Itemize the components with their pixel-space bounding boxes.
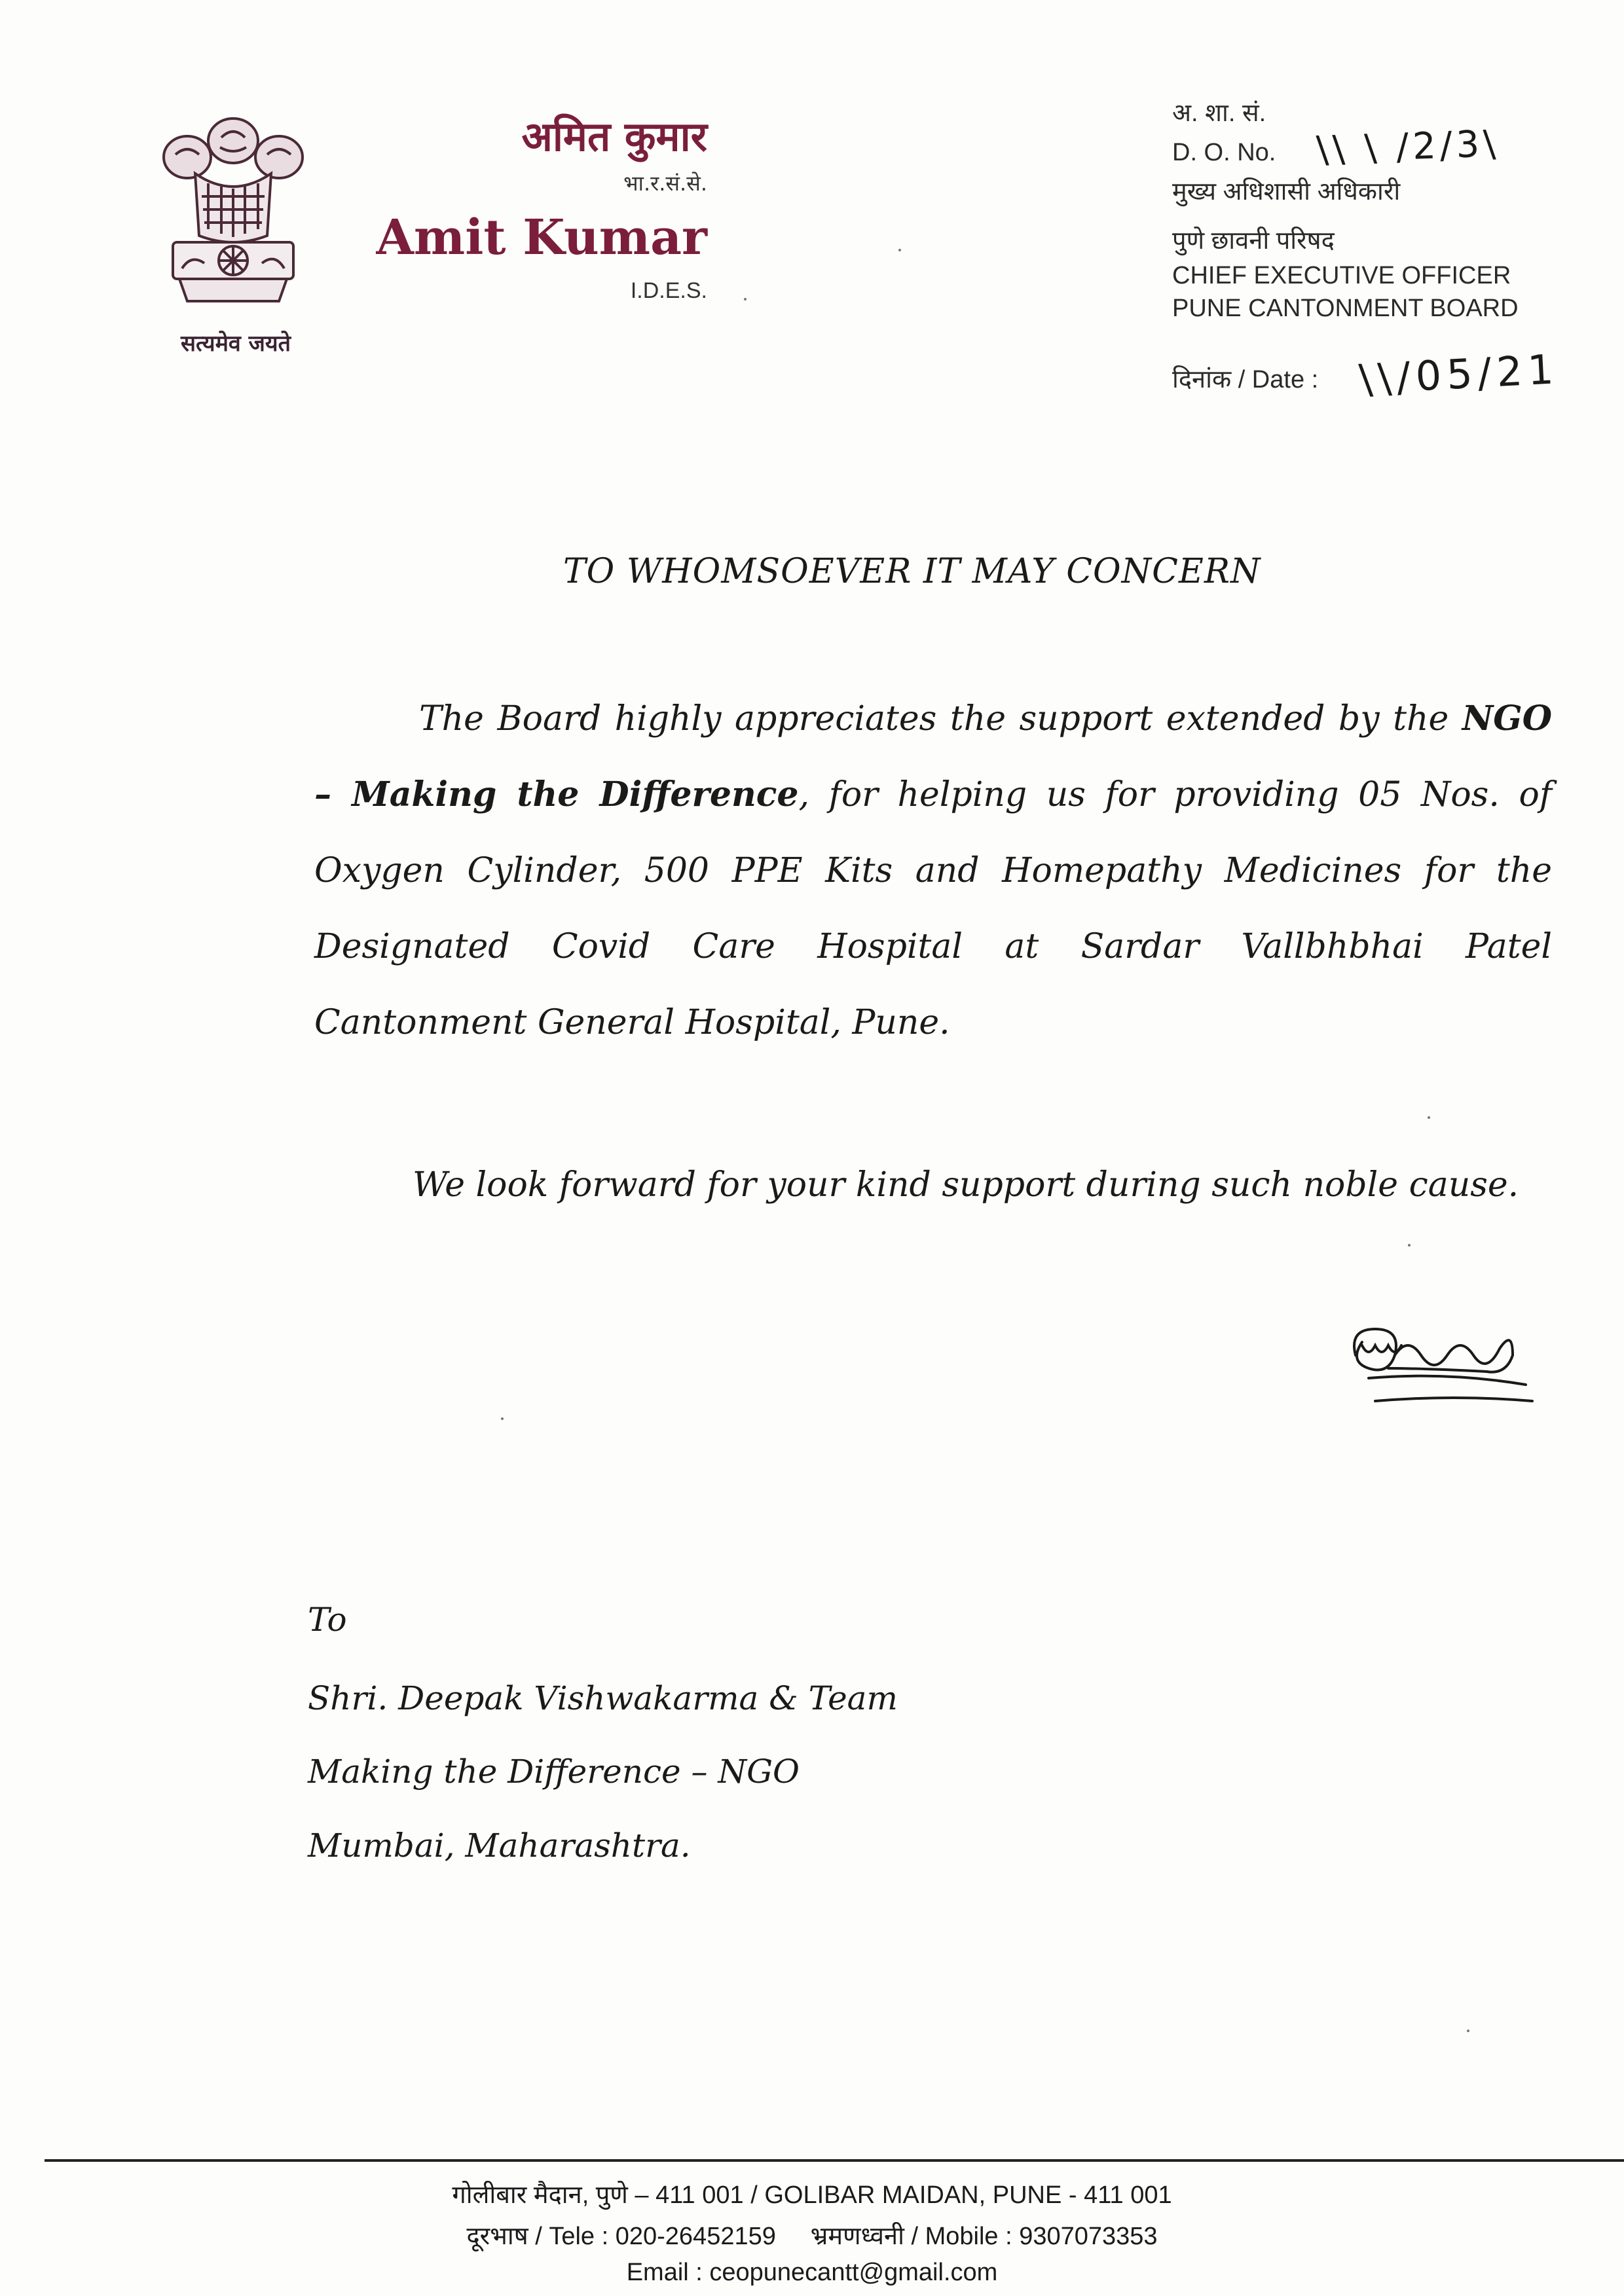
to-label: To — [308, 1601, 347, 1639]
scan-speck — [1408, 1244, 1411, 1247]
date-handwritten: \\/05/21 — [1357, 345, 1560, 403]
scan-speck — [501, 1417, 504, 1420]
scan-speck — [898, 249, 901, 251]
do-label: D. O. No. — [1172, 139, 1276, 166]
ngo-name-bold: NGO – Making the Difference — [314, 699, 1552, 814]
scan-speck — [1428, 1116, 1430, 1119]
recipient-location: Mumbai, Maharashtra. — [308, 1827, 691, 1865]
office-board-hindi: पुणे छावनी परिषद — [1172, 227, 1335, 255]
emblem-motto: सत्यमेव जयते — [181, 331, 291, 357]
footer-mobile: भ्रमणध्वनी / Mobile : 9307073353 — [810, 2223, 1158, 2250]
body-paragraph — [314, 681, 1552, 1061]
officer-name: Amit Kumar — [376, 210, 707, 266]
footer-contact — [0, 2218, 1624, 2252]
office-board: PUNE CANTONMENT BOARD — [1172, 295, 1519, 322]
office-title-hindi: मुख्य अधिशासी अधिकारी — [1172, 178, 1401, 206]
footer-address: गोलीबार मैदान, पुणे – 411 001 / GOLIBAR MAIDAN, PUNE - 411 001 — [452, 2181, 1172, 2209]
letter-subject: TO WHOMSOEVER IT MAY CONCERN — [563, 552, 1261, 591]
closing-line: We look forward for your kind support during such noble cause. — [413, 1165, 1519, 1205]
signature — [1329, 1309, 1545, 1421]
national-emblem-icon — [156, 111, 310, 321]
footer-divider — [45, 2159, 1624, 2162]
body-text-start: The Board highly appreciates the support extended by the — [419, 699, 1462, 738]
scan-speck — [744, 298, 747, 301]
footer-email: Email : ceopunecantt@gmail.com — [626, 2259, 998, 2286]
officer-service: I.D.E.S. — [630, 278, 707, 303]
do-label-hindi: अ. शा. सं. — [1172, 100, 1266, 127]
scan-speck — [1467, 2030, 1469, 2032]
recipient-name: Shri. Deepak Vishwakarma & Team — [308, 1679, 898, 1717]
date-label: दिनांक / Date : — [1172, 366, 1319, 393]
body-text-end: , for helping us for providing 05 Nos. of Oxygen Cylinder, 500 PPE Kits and Homepathy Medicines for the Designated Covid Care Hospital at Sardar Vallbhbhai Patel Cantonment General Hospital, Pune. — [314, 775, 1552, 1042]
footer-phone: दूरभाष / Tele : 020-26452159 — [466, 2223, 776, 2250]
do-number-handwritten: \\ \ /2/3\ — [1315, 122, 1501, 172]
officer-name-hindi: अमित कुमार — [521, 113, 707, 160]
recipient-organisation: Making the Difference – NGO — [308, 1753, 800, 1791]
office-title: CHIEF EXECUTIVE OFFICER — [1172, 262, 1511, 289]
officer-service-hindi: भा.र.सं.से. — [623, 171, 707, 196]
